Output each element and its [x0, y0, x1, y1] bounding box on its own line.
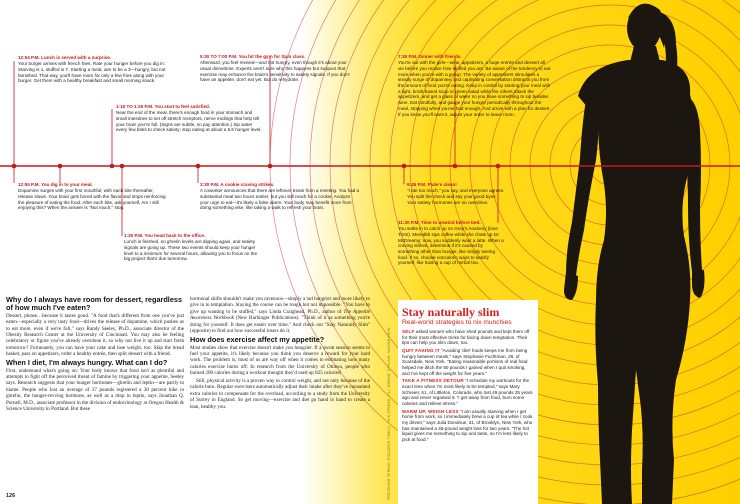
article-text-run: hormonal shifts shouldn't make you ravenous—simply a tad hungrier and more likely to give in to temptation. Staying the course can be tough but not impossible. "You have to give up wanting to be stuffed," says Linda Craighead, Ph.D., author of [190, 296, 370, 315]
woman-silhouette-icon [564, 4, 705, 504]
tip-label: WARM UP, WEIGH LESS [402, 408, 459, 414]
timeline-entry [116, 104, 264, 133]
entry-headline: Time to unwind before bed. [419, 220, 481, 225]
entry-time: 5:30 TO 7:00 P.M. [200, 54, 238, 59]
timeline-entry [200, 54, 358, 83]
article-column-2 [190, 296, 370, 411]
tip-label: QUIT FAKING IT [402, 347, 440, 353]
entry-headline: You dig in to your meal. [39, 182, 93, 187]
entry-time: 7:30 P.M. [398, 54, 418, 59]
sidebar-title: Stay naturally slim [402, 305, 500, 319]
entry-text: A coworker announces that there are leftover treats from a meeting. You had a substantial meal two hours earlier, but you still reach for a cookie. Analyze your urge to eat—it's likely a false alarm. Your body may benefit more from doing something else, like taking a walk to refresh your brain. [200, 188, 360, 211]
stay-slim-sidebar [398, 300, 538, 504]
article-paragraph: First, understand what's going on: Your body knows that food isn't as plentiful and attempts to fight off the perceived threat of famine by triggering your appetite, Seeley says. Research suggests that your hunger hormones—ghrelin and leptin—are partly to blame. People who lost an average of 37 pounds registered a 30 percent hike in ghrelin, the hunger-revving hormone, as well as a drop in leptin, says Jonathan Q. Purnell, M.D., associate professor in the division of endocrinology at Oregon Health & Science University in Portland. But these [6, 367, 184, 413]
tip-label: TAKE A FITNESS DETOUR [402, 378, 464, 384]
entry-headline: Plate's clean! [426, 182, 457, 187]
entry-text: Afterward, you feel revived—and not hungry, even though it's about your usual dinnertime. Experts aren't sure why this happens but suspect that exercise may enhance the brain's sensitivity to satiety signals. If you don't have an appetite, don't eat yet. But do rehydrate. [200, 60, 350, 83]
entry-headline: You hit the gym for Spin class. [237, 54, 306, 59]
photo-credit-text: PRECEDING SPREAD: RICCARDO TINELLI. THIS SPREAD: TILL JOSWIG. STYLING: MAXINE KOHN [387, 327, 391, 500]
timeline-entry [200, 182, 360, 211]
entry-text: You settle in to catch up on Grey's Anatomy (love TiVo!). Meredith sips coffee while she chats up Dr. McDreamy; now, you suddenly want a latte. When a craving strikes, determine if it's caused by something other than hunger, like simply seeing food. If so, choose noncaloric ways to satisfy yourself, like having a cup of herbal tea. [398, 226, 504, 266]
article-paragraph: Dessert, please…because it tastes good. "A food that's different from one you've just eaten—especially a very tasty food—drives the release of dopamine, which pushes us to eat more, even if we're full," says Randy Seeley, Ph.D., associate director of the Obesity Research Center at the University of Cincinnati. You may also be feeling celebratory or figure you've already overdone it, so why not live it up and start fresh tomorrow? Fortunately, you can have your cake and lose weight, too: Skip the bread basket, pass on appetizers, order a healthy entrée, then split dessert with a friend. [6, 312, 184, 358]
entry-headline: You head back to the office. [143, 233, 206, 238]
sidebar-subtitle: Real-world strategies to nix munchies [402, 319, 512, 326]
entry-headline: You start to feel satisfied. [153, 104, 211, 109]
article-paragraph: Still, physical activity is a proven way to control weight, and not only because of the calorie burn. Regular exercisers automatically adjust their intake after they've consumed extra calories to compensate for the overload, according to a study from the University of Surrey in England. So get moving—exercise and diet go hand in hand to create a lean, healthy you. [190, 377, 370, 410]
entry-text: "I ate too much," you say, and everyone agrees. You split the check and say your good-byes. Your satiety hormones are on overdrive. [407, 188, 505, 205]
sidebar-tip [402, 348, 534, 376]
book-title: The Appetite Awareness Workbook [190, 308, 370, 322]
entry-time: 12:55 P.M. [18, 182, 40, 187]
entry-text: Near the end of the meal, there's enough food in your stomach and small intestines to set off stretch receptors, nerve endings that help tell your brain you're full. (Signs are subtle, so pay attention.) Sip water every few bites to check satiety; stop eating at about a 5.5 hunger level. [116, 110, 262, 133]
entry-text: You're out with the girls—wine, appetizers, a huge entrée and dessert all vie before you realize how stuffed you are. Be aware of the tendency to eat more when you're with a group: The variety of appetizers stimulates a steady surge of dopamine, and captivating conversation distracts you from the amount of food you're eating. Keep in control by starting your meal with a light, broth-based soup or green salad while the others attack the appetizers, and get a glass of water so you have something to sip besides wine. Eat mindfully, and gauge your hunger periodically throughout the meal, stopping when you've had enough. And arrive with a plan for dessert. If you know you'll want it, adjust your order to leave room. [398, 60, 551, 117]
entry-text: Your burger arrives with french fries. Rate your hunger before you dig in: Starving is 1, stuffed is 7. Starting a meal, aim to be a 3—hungry, but not famished. That way, you'll have room for only a few fries along with your burger. Get them with a healthy breakfast and small morning snack. [18, 61, 166, 84]
entry-time: 9:45 P.M. [407, 182, 427, 187]
article-paragraph: Most studies show that exercise doesn't make you hungrier. If a sweat session seems to fuel your appetite, it's likely because you think you deserve a reward for your hard work. The problem is, most of us are way off when it comes to estimating how many calories exercise burns off: In research from the University of Ottawa, people who burned 200 calories during a workout thought they'd used up 825 calories! [190, 344, 370, 377]
entry-time: 12:54 P.M. [18, 55, 40, 60]
entry-text: Lunch is finished, so ghrelin levels are dipping again, and satiety signals are going up. These two events should keep your hunger level to a minimum for several hours, allowing you to focus on the big project that's due tomorrow. [124, 239, 258, 262]
timeline-entry [398, 220, 504, 266]
sidebar-intro [402, 329, 534, 346]
page-number: 126 [6, 493, 16, 499]
tip-text: "I schedule my workouts for the exact time when I'm most likely to be tempted," says Mary Schreier, 61, of Littleton, Colorado, who lost 49 pounds 25 years ago and never regained it. "I get away from food, burn some calories and relieve stress." [402, 378, 533, 406]
timeline-entry [124, 233, 264, 262]
article-text-run: (New Harbinger Publications). "Think of it as something you're doing for yourself. It does get easier over time." And check out "Stay Naturally Slim" (opposite) to find out how successful losers do it. [190, 315, 370, 335]
sidebar-tip [402, 378, 534, 406]
entry-text: Dopamine surges with your first mouthful; with each bite thereafter, release slows. Your brain gets bored with the flavor and stops reinforcing the pleasure of eating the food. After each bite, ask yourself, Am I still enjoying this? When the answer is "Not much," stop. [18, 188, 166, 211]
tip-text: "Avoiding 'diet' foods keeps me from being hungry between meals," says Stephanie Fuchtman, 29, of Scarsdale, New York. "Eating reasonable portions of real food helped me ditch the 50 pounds I gained when I quit smoking, and I've kept off the weight for five years." [402, 347, 528, 376]
tip-text: "I am usually starving when I get home from work, so I immediately brew a cup of tea while I cook my dinner," says Julia Donahue, 31, of Brooklyn, New York, who has maintained a 45-pound weight loss for two years. "The hot liquid gives me something to sip and taste, so I'm less likely to pick at food." [402, 408, 533, 442]
entry-time: 1:15 TO 1:25 P.M. [116, 104, 154, 109]
sidebar-intro-label: SELF [402, 329, 415, 334]
article-question-heading: How does exercise affect my appetite? [190, 334, 325, 344]
entry-time: 3:30 P.M. [200, 182, 220, 187]
sidebar-tip [402, 409, 534, 443]
timeline-entry [407, 182, 505, 205]
article-question-heading: When I diet, I'm always hungry. What can I do? [6, 357, 168, 367]
timeline-entry [398, 54, 552, 117]
article-question-heading: Why do I always have room for dessert, regardless of how much I've eaten? [6, 295, 182, 312]
entry-time: 11:30 P.M. [398, 220, 420, 225]
entry-headline: Lunch is served with a surprise. [39, 55, 112, 60]
photo-credit [381, 310, 389, 500]
entry-headline: A cookie craving strikes. [219, 182, 275, 187]
timeline-entry [18, 55, 168, 84]
timeline-entry [18, 182, 168, 211]
sidebar-intro-text: asked women who have shed pounds and kept them off for their most effective tricks for facing down temptation. Their tips can help you slim down, too. [402, 329, 530, 346]
article-column-1 [6, 296, 184, 414]
article-paragraph [190, 296, 370, 335]
entry-headline: Dinner with friends. [417, 54, 462, 59]
entry-time: 1:30 P.M. [124, 233, 144, 238]
